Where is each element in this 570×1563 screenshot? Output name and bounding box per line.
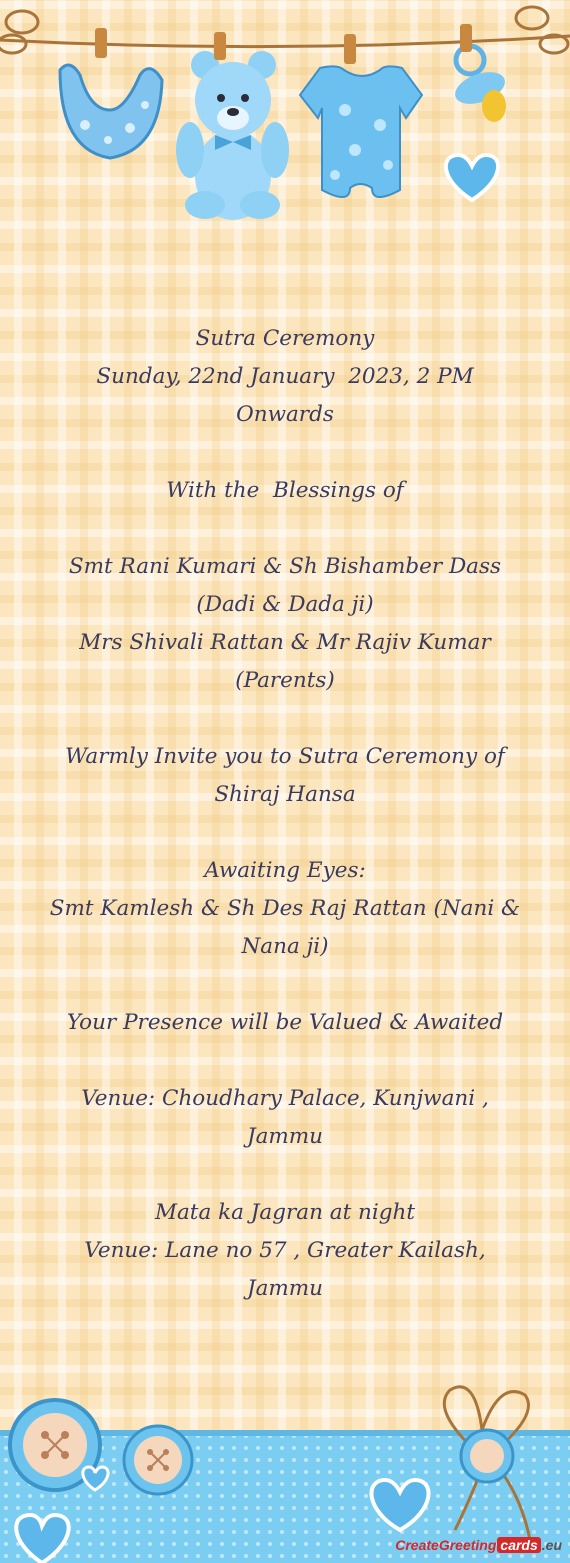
- rope-bow-left-icon: [0, 11, 38, 53]
- bib-icon: [60, 65, 162, 158]
- baby-onesie-icon: [300, 66, 422, 197]
- message-line: Sunday, 22nd January 2023, 2 PM: [96, 364, 474, 389]
- message-line: Onwards: [236, 402, 334, 427]
- message-line: Smt Kamlesh & Sh Des Raj Rattan (Nani &: [49, 896, 521, 921]
- clothespin-icon: [95, 28, 107, 58]
- message-line: [20, 1156, 550, 1194]
- message-line: [20, 510, 550, 548]
- brand-prefix: CreateGreeting: [395, 1537, 497, 1553]
- message-line: Awaiting Eyes:: [204, 858, 366, 883]
- clothesline-decoration: [0, 0, 570, 240]
- message-line: Mrs Shivali Rattan & Mr Rajiv Kumar: [79, 630, 491, 655]
- invitation-message: [20, 320, 550, 1308]
- message-line: Venue: Lane no 57 , Greater Kailash,: [84, 1238, 486, 1263]
- button-icon: [124, 1426, 192, 1494]
- brand-highlight: cards: [497, 1537, 540, 1553]
- message-line: [20, 966, 550, 1004]
- message-line: Smt Rani Kumari & Sh Bishamber Dass: [68, 554, 502, 579]
- message-line: Sutra Ceremony: [195, 326, 375, 351]
- message-line: [20, 814, 550, 852]
- brand-watermark[interactable]: [395, 1533, 562, 1557]
- message-line: Your Presence will be Valued & Awaited: [66, 1010, 504, 1035]
- clothespin-icon: [460, 24, 472, 52]
- message-line: Nana ji): [241, 934, 329, 959]
- heart-icon: [446, 155, 498, 200]
- message-line: [20, 434, 550, 472]
- clothesline-rope: [0, 36, 570, 47]
- message-line: Jammu: [246, 1276, 324, 1301]
- message-line: (Parents): [235, 668, 335, 693]
- message-line: Jammu: [246, 1124, 324, 1149]
- message-line: Shiraj Hansa: [214, 782, 356, 807]
- clothespin-icon: [214, 32, 226, 60]
- message-line: [20, 1042, 550, 1080]
- brand-suffix: .eu: [541, 1537, 562, 1553]
- message-line: With the Blessings of: [166, 478, 404, 503]
- teddy-bear-icon: [176, 51, 289, 220]
- clothespin-icon: [344, 34, 356, 64]
- message-line: Venue: Choudhary Palace, Kunjwani ,: [81, 1086, 489, 1111]
- rope-bow-right-icon: [516, 7, 568, 53]
- message-line: [20, 700, 550, 738]
- message-line: Mata ka Jagran at night: [154, 1200, 416, 1225]
- message-line: (Dadi & Dada ji): [196, 592, 374, 617]
- pacifier-icon: [451, 46, 509, 122]
- message-line: Warmly Invite you to Sutra Ceremony of: [65, 744, 505, 769]
